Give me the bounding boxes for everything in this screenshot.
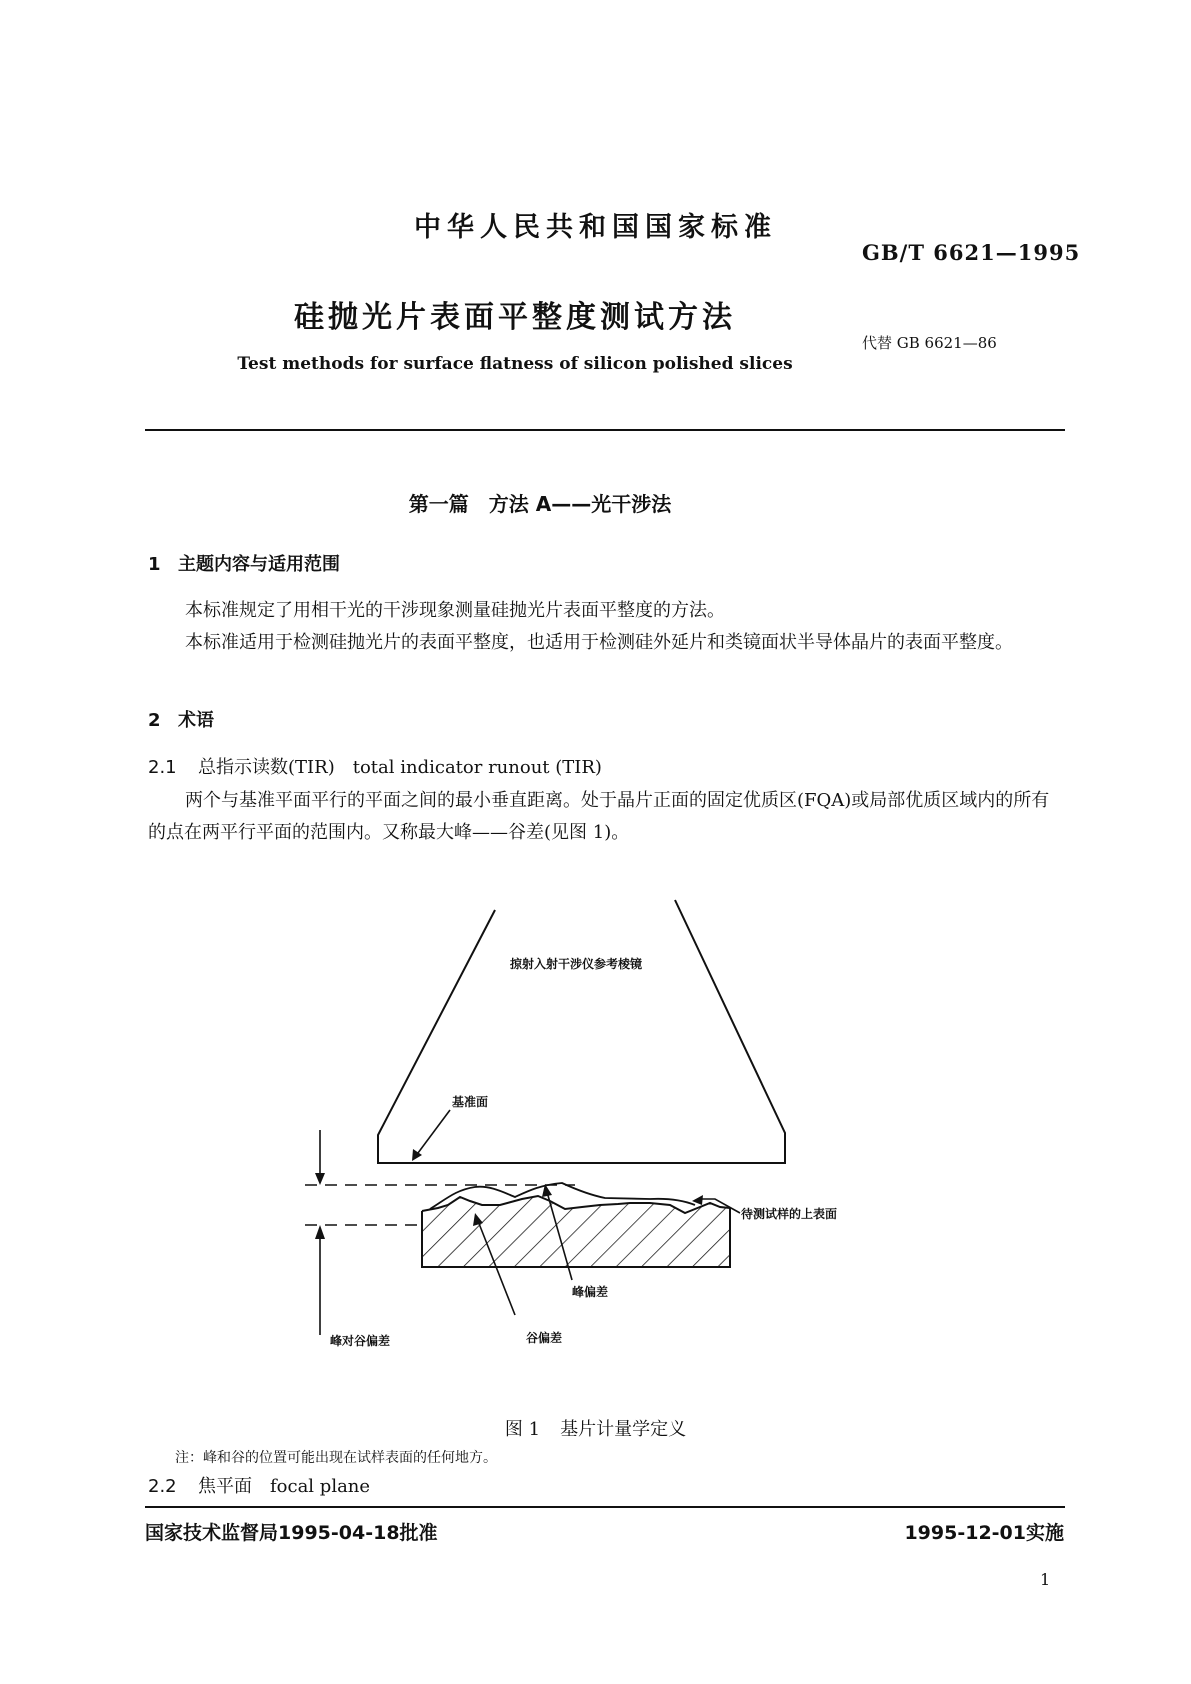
page-number: 1 xyxy=(1040,1570,1051,1589)
figure-1-diagram xyxy=(300,895,900,1365)
reference-plane-label: 基准面 xyxy=(452,1095,489,1109)
sample-surface-label: 待测试样的上表面 xyxy=(741,1207,838,1221)
header-rule xyxy=(145,429,1065,431)
term-en: focal plane xyxy=(270,1476,371,1497)
term-number: 2.1 xyxy=(148,757,177,778)
figure-number: 图 1 xyxy=(504,1419,541,1440)
term-number: 2.2 xyxy=(148,1476,177,1497)
prism-label: 掠射入射干涉仪参考棱镜 xyxy=(509,957,643,971)
approval-date: 国家技术监督局1995-04-18批准 xyxy=(145,1522,438,1544)
term-cn: 焦平面 xyxy=(198,1476,252,1497)
figure-caption xyxy=(0,1415,1191,1441)
section-heading-2 xyxy=(148,706,214,732)
implementation-date: 1995-12-01实施 xyxy=(904,1522,1064,1544)
standard-number: GB/T 6621—1995 xyxy=(862,240,1081,265)
valley-deviation-label: 谷偏差 xyxy=(526,1331,563,1345)
section-number: 2 xyxy=(148,710,161,731)
term-en: total indicator runout (TIR) xyxy=(352,757,602,778)
sample-hatching xyxy=(422,1195,730,1267)
term-definition: 两个与基准平面平行的平面之间的最小垂直距离。处于晶片正面的固定优质区(FQA)或局部优质区域内的所有的点在两平行平面的范围内。又称最大峰——谷差(见图 1)。 xyxy=(148,790,1050,843)
term-2-2 xyxy=(148,1472,370,1498)
peak-deviation-label: 峰偏差 xyxy=(572,1285,609,1299)
document-title-cn: 硅抛光片表面平整度测试方法 xyxy=(294,300,736,335)
peak-to-valley-label: 峰对谷偏差 xyxy=(330,1334,391,1348)
term-2-1 xyxy=(148,753,602,779)
paragraph: 本标准适用于检测硅抛光片的表面平整度，也适用于检测硅外延片和类镜面状半导体晶片的表面平整度。 xyxy=(185,632,1013,653)
section-heading-1 xyxy=(148,550,340,576)
part-title: 第一篇 方法 A——光干涉法 xyxy=(408,492,672,516)
reference-plane-leader xyxy=(415,1110,450,1157)
footer-rule xyxy=(145,1506,1065,1508)
replaces-standard: 代替 GB 6621—86 xyxy=(862,334,997,352)
section-title: 主题内容与适用范围 xyxy=(178,554,340,575)
document-title-en: Test methods for surface flatness of silicon polished slices xyxy=(237,354,793,374)
section-title: 术语 xyxy=(178,710,214,731)
paragraph: 本标准规定了用相干光的干涉现象测量硅抛光片表面平整度的方法。 xyxy=(185,600,725,621)
standard-type-heading: 中华人民共和国国家标准 xyxy=(414,212,777,243)
section-number: 1 xyxy=(148,554,161,575)
term-cn: 总指示读数(TIR) xyxy=(198,757,335,778)
figure-note: 注：峰和谷的位置可能出现在试样表面的任何地方。 xyxy=(175,1450,497,1466)
figure-title: 基片计量学定义 xyxy=(560,1419,687,1440)
